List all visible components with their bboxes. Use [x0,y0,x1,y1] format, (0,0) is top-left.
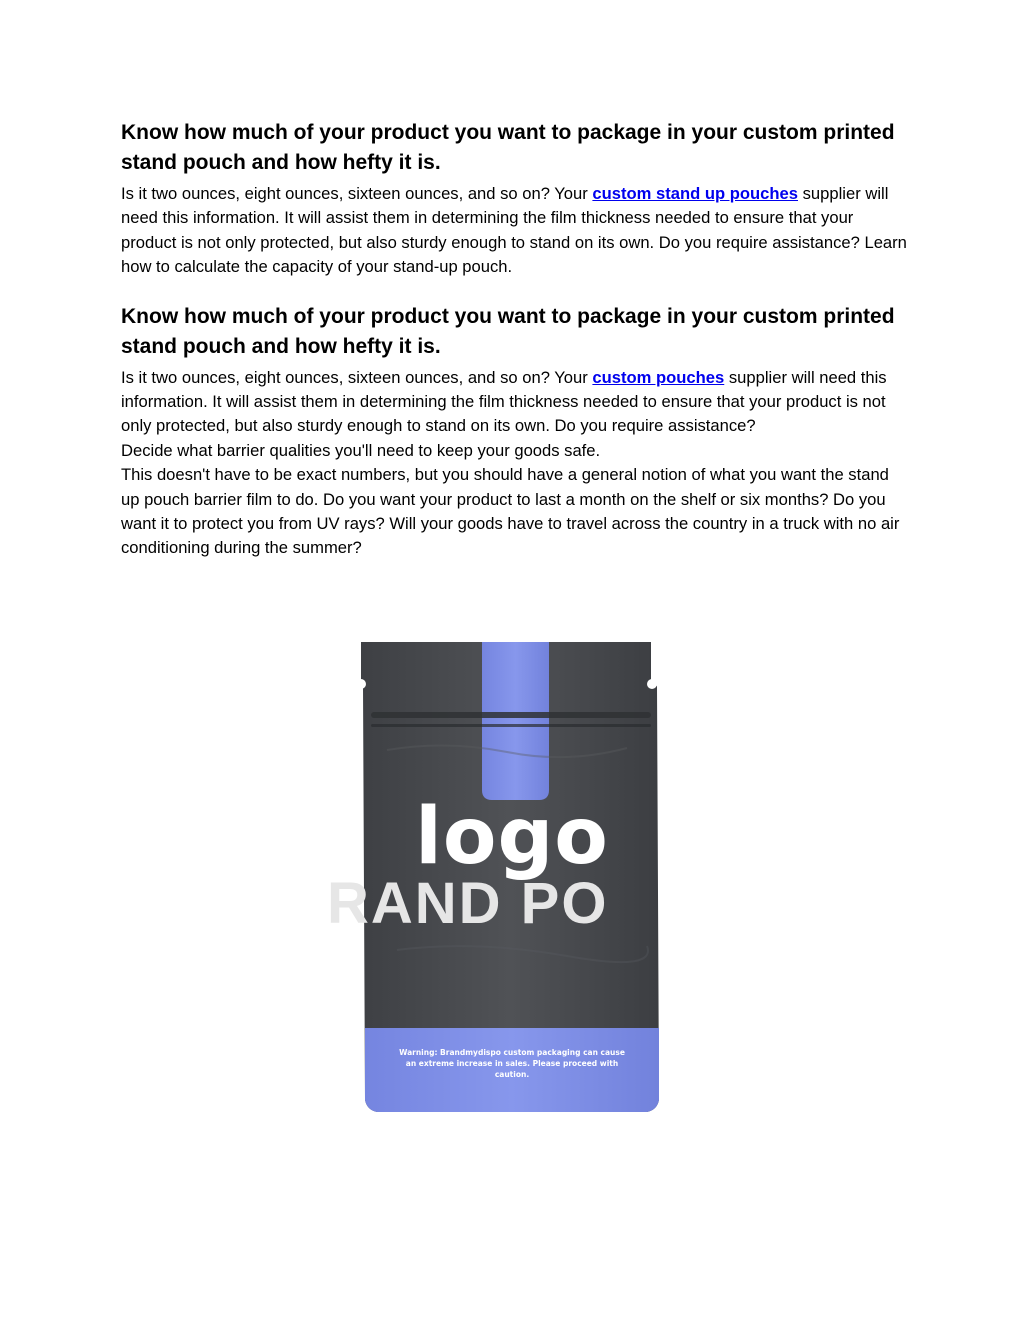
zipper-line [371,712,651,718]
tear-notch-right [647,679,657,689]
section-paragraph [121,182,911,280]
stand-up-pouch-image [327,640,697,1120]
custom-pouches-link[interactable]: custom pouches [592,367,725,387]
article-content [121,118,911,561]
custom-stand-up-pouches-link[interactable]: custom stand up pouches [592,184,798,203]
barrier-details-paragraph: This doesn't have to be exact numbers, but you should have a general notion of what you want the stand up pouch barrier film to do. Do you want your product to last a month on the shelf or six months? Do you want it to protect you from UV rays? Will your goods have to travel across the country in a truck with no air conditioning during the summer? [121,465,900,558]
tear-notch-left [356,679,366,689]
watermark-text: RAND PO [327,871,609,936]
zipper-line [371,724,651,727]
warning-label: Warning: Brandmydispo custom packaging can cause an extreme increase in sales. Please proceed with caution. [399,1048,625,1079]
barrier-qualities-line: Decide what barrier qualities you'll need to keep your goods safe. [121,440,601,460]
paragraph-text: supplier will need this information. It will assist them in determining the film thickness needed to ensure that your product is not only protected, but also sturdy enough to stand on its own. Do you require assistance? Learn how to calculate the capacity of your stand-up pouch. [121,184,907,277]
section-paragraph [121,366,911,439]
section-2 [121,302,911,561]
paragraph-text: Is it two ounces, eight ounces, sixteen ounces, and so on? Your [121,184,593,203]
section-1 [121,118,911,280]
accent-stripe [482,642,549,800]
section-heading: Know how much of your product you want to package in your custom printed stand pouch and how hefty it is. [121,121,895,174]
logo: logo [415,792,609,882]
section-heading: Know how much of your product you want to package in your custom printed stand pouch and how hefty it is. [121,304,895,358]
paragraph-text: supplier will need this information. It will assist them in determining the film thickness needed to ensure that your product is not only protected, but also sturdy enough to stand on its own. Do you require assistance? [121,367,887,436]
paragraph-text: Is it two ounces, eight ounces, sixteen ounces, and so on? Your [121,367,593,387]
